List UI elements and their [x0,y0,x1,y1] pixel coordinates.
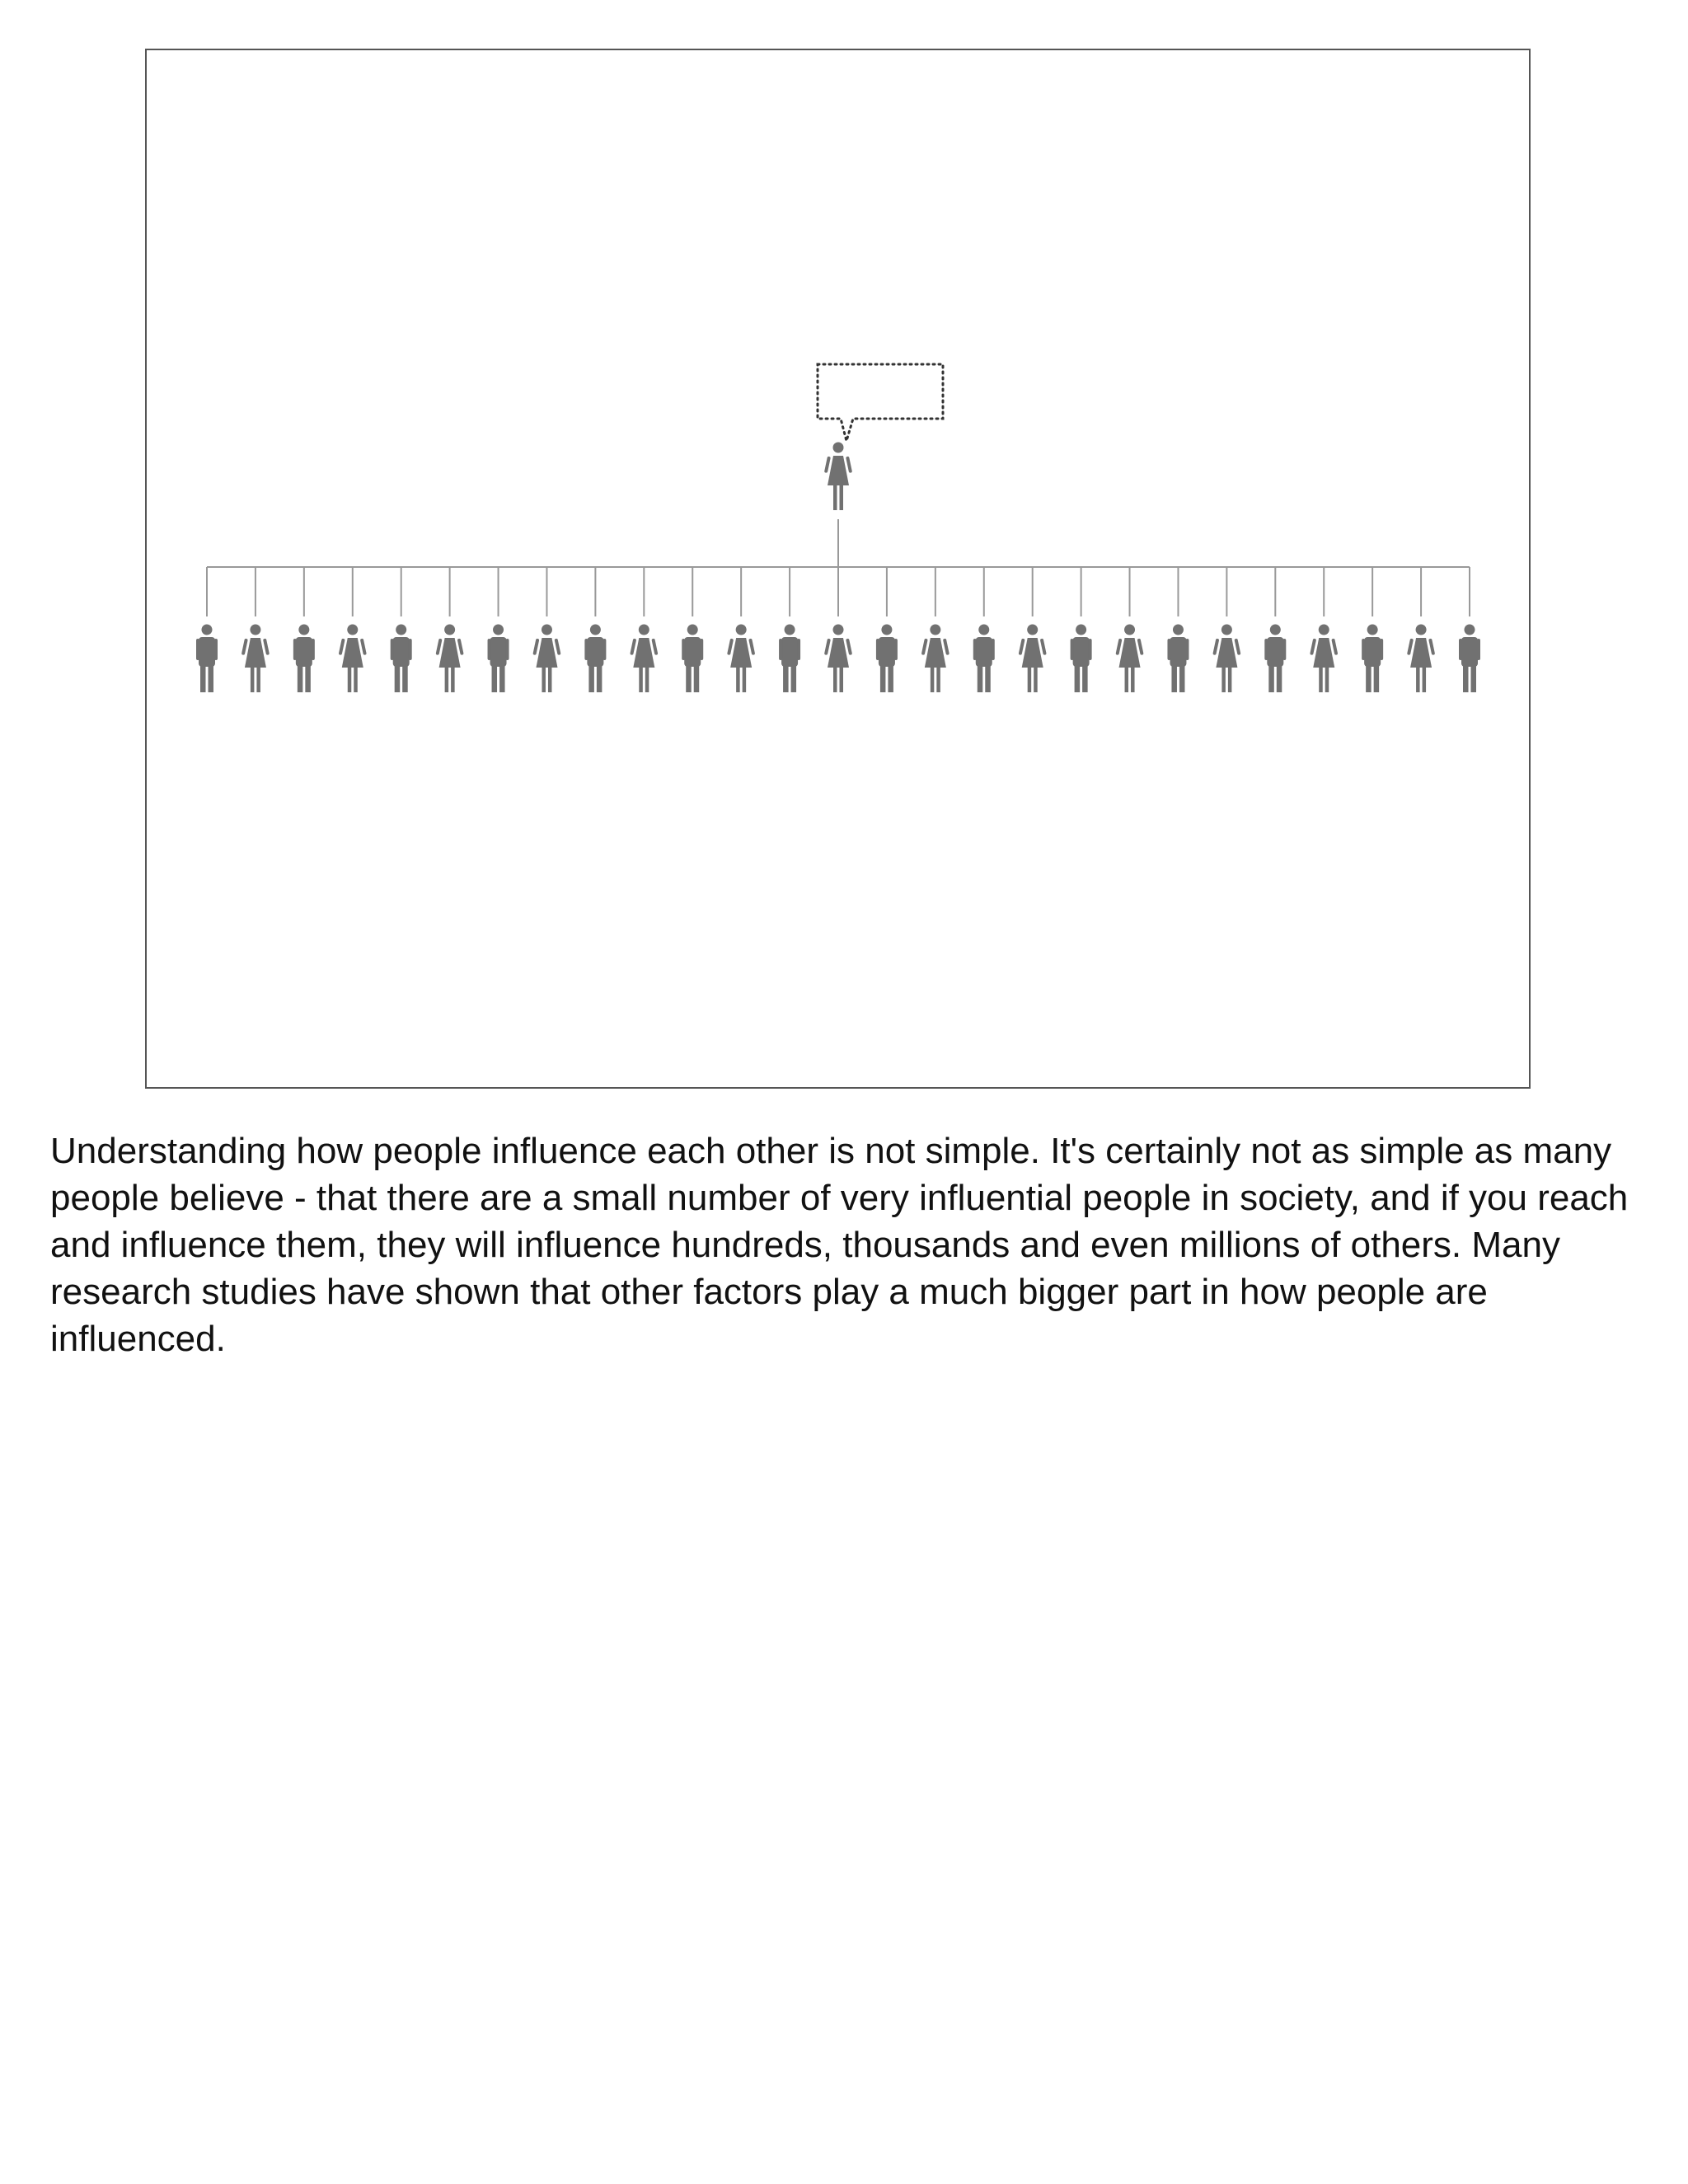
follower-figure-2 [241,625,270,693]
follower-figure-10 [630,625,658,693]
follower-figure-11 [682,625,703,693]
follower-figure-1 [196,625,218,693]
follower-figure-3 [293,625,315,693]
follower-figure-7 [488,625,509,693]
follower-figure-19 [1071,625,1092,693]
speech-bubble [818,364,943,441]
follower-figure-16 [921,625,950,693]
follower-figure-5 [391,625,412,693]
follower-figure-12 [727,625,755,693]
follower-figure-4 [339,625,367,693]
follower-figure-27 [1459,625,1480,693]
follower-figure-26 [1407,625,1435,693]
follower-figure-6 [436,625,464,693]
caption-text: Understanding how people influence each other is not simple. It's certainly not as simple as many people believe - that there are a small number of very influential people in society, and if you reach and influence them, they will influence hundreds, thousands and even millions of others. Many research studies have shown that other factors play a much bigger part in how people are influenced. [50,1131,1629,1359]
follower-figure-9 [584,625,606,693]
follower-figure-15 [876,625,898,693]
follower-figure-8 [532,625,560,693]
follower-figure-25 [1362,625,1383,693]
follower-figure-22 [1212,625,1240,693]
follower-figure-18 [1019,625,1047,693]
follower-figure-13 [779,625,800,693]
follower-figure-14 [824,625,852,693]
follower-figure-21 [1167,625,1189,693]
follower-figure-17 [973,625,995,693]
follower-figure-20 [1115,625,1143,693]
influence-tree-diagram [147,50,1529,1087]
follower-figure-23 [1264,625,1286,693]
influencer-figure [824,443,852,511]
slide-frame [145,49,1531,1089]
follower-figure-24 [1310,625,1338,693]
